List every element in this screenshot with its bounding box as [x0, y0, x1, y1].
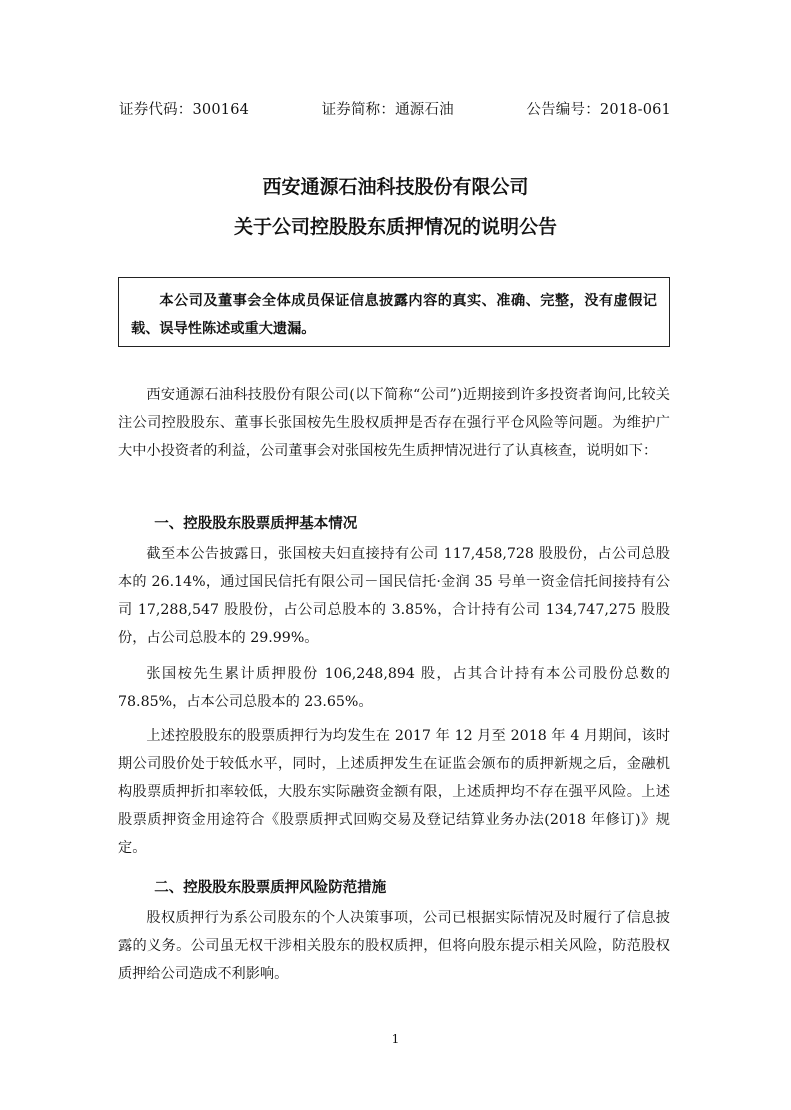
section1-paragraph-3: 上述控股股东的股票质押行为均发生在 2017 年 12 月至 2018 年 4 月期间，该时期公司股价处于较低水平，同时，上述质押发生在证监会颁布的质押新规之后，金融机构股票质押折扣率较低，大股东实际融资金额有限，上述质押均不存在强平风险。上述股票质押资金用途符合《股票质押式回购交易及登记结算业务办法(2018 年修订)》规定。	[118, 728, 670, 856]
section1-paragraph-2: 张国桉先生累计质押股份 106,248,894 股，占其合计持有本公司股份总数的 78.85%，占本公司总股本的 23.65%。	[118, 666, 670, 710]
page-number: 1	[391, 1032, 400, 1046]
announcement-number: 公告编号：2018-061	[526, 102, 671, 118]
announcement-title: 关于公司控股股东质押情况的说明公告	[233, 216, 557, 238]
section1-heading: 一、控股股东股票质押基本情况	[154, 516, 358, 532]
section2-heading: 二、控股股东股票质押风险防范措施	[154, 880, 387, 896]
section1-paragraph-1: 截至本公告披露日，张国桉夫妇直接持有公司 117,458,728 股股份，占公司总股本的 26.14%，通过国民信托有限公司－国民信托·金润 35 号单一资金信托间接持有公司 17,288,547 股股份，占公司总股本的 3.85%，合计持有公司 134,747,275 股股份，占公司总股本的 29.99%。	[118, 546, 670, 646]
stock-abbreviation: 证券简称：通源石油	[321, 102, 454, 118]
company-title: 西安通源石油科技股份有限公司	[262, 176, 529, 198]
intro-paragraph: 西安通源石油科技股份有限公司(以下简称“公司”)近期接到许多投资者询问,比较关注公司控股股东、董事长张国桉先生股权质押是否存在强行平仓风险等问题。为维护广大中小投资者的利益，公司董事会对张国桉先生质押情况进行了认真核查，说明如下：	[118, 387, 670, 459]
board-guarantee-notice: 本公司及董事会全体成员保证信息披露内容的真实、准确、完整，没有虚假记载、误导性陈述或重大遗漏。	[118, 277, 670, 347]
section2-paragraph-1: 股权质押行为系公司股东的个人决策事项，公司已根据实际情况及时履行了信息披露的义务。公司虽无权干涉相关股东的股权质押，但将向股东提示相关风险，防范股权质押给公司造成不利影响。	[118, 910, 670, 982]
stock-code: 证券代码：300164	[119, 102, 250, 118]
announcement-header	[119, 98, 671, 119]
